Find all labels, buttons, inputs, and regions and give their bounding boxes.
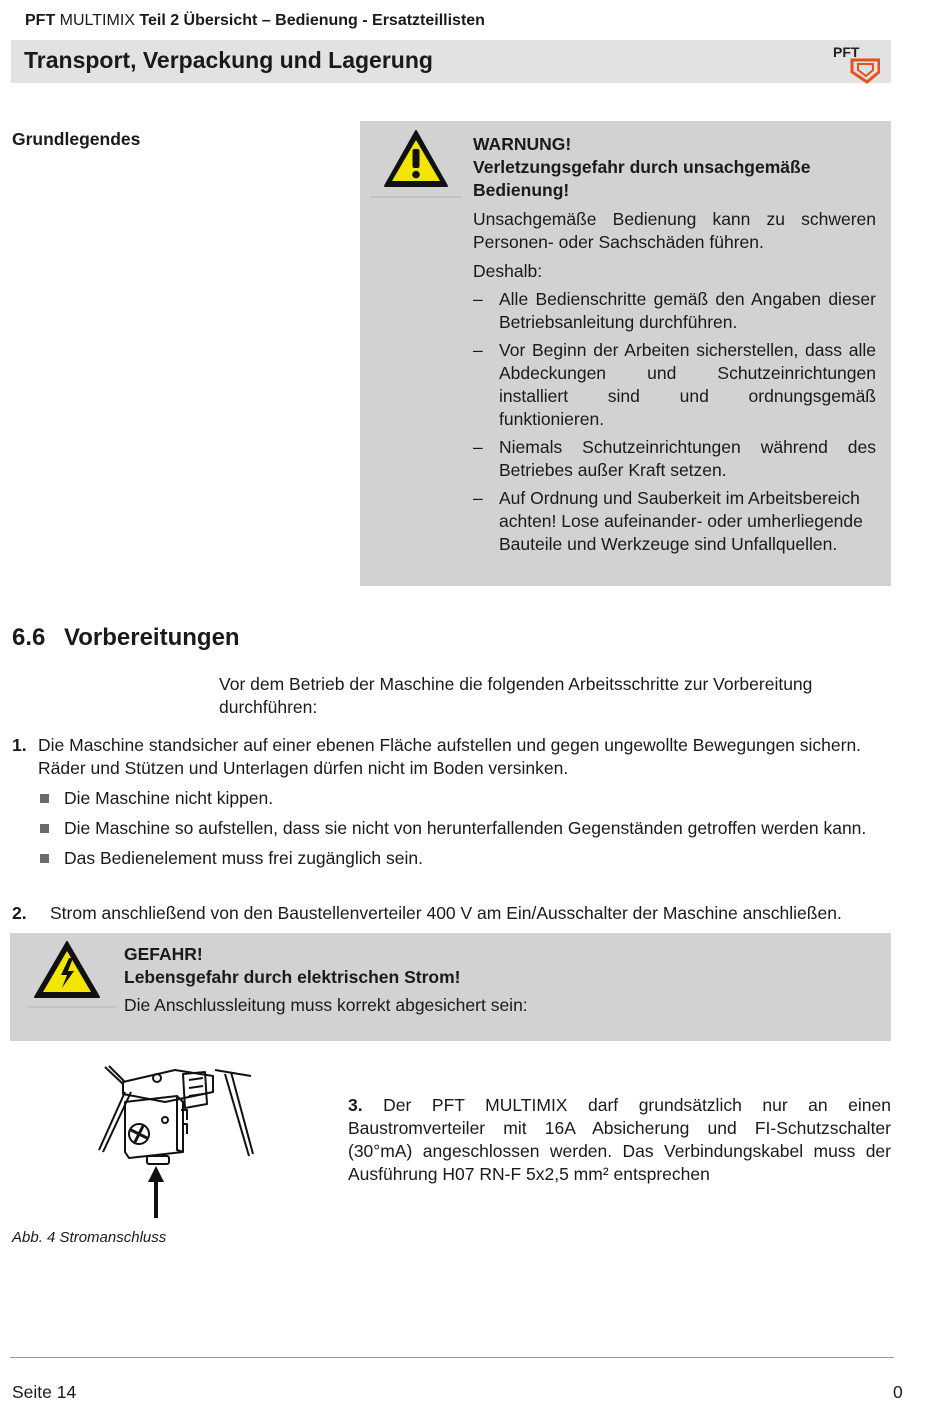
high-voltage-icon [33,940,101,1000]
danger-content [124,943,864,1017]
danger-text: Die Anschlussleitung muss korrekt abgesichert sein: [124,995,528,1015]
page-title: Transport, Verpackung und Lagerung [24,47,433,73]
square-bullet-icon [40,854,49,863]
step-text: Strom anschließend von den Baustellenverteiler 400 V am Ein/Ausschalter der Maschine anschließen. [50,903,842,923]
running-header [25,12,485,30]
figure-caption: Abb. 4 Stromanschluss [12,1229,167,1246]
section-heading [12,624,240,652]
side-label-grundlegendes: Grundlegendes [12,129,141,149]
page-number: Seite 14 [12,1382,77,1402]
step-number: 3. [348,1095,363,1115]
warning-heading: WARNUNG! [473,134,572,154]
step-3 [348,1094,891,1186]
step-number: 2. [12,903,27,923]
warning-text: Unsachgemäße Bedienung kann zu schweren Personen- oder Sachschäden führen. [473,209,876,252]
footer-right-text: 0 [893,1382,903,1402]
section-number: 6.6 [12,624,46,651]
warning-deshalb: Deshalb: [473,261,543,281]
step-text: Die Maschine standsicher auf einer ebenen Fläche aufstellen und gegen ungewollte Bewegungen sichern. Räder und Stützen und Unterlagen dürfen nicht im Boden versinken. [38,735,862,778]
step-text: Der PFT MULTIMIX darf grundsätzlich nur an einen Baustromverteiler mit 16A Absicherung und FI-Schutzschalter (30°mA) angeschlossen werden. Das Verbindungskabel muss der Ausführung H07 RN-F 5x2,5 mm² entsprechen [348,1095,891,1184]
logo-text: PFT [833,44,860,60]
header-rest: Teil 2 Übersicht – Bedienung - Ersatzteillisten [139,12,485,29]
square-bullet-icon [40,824,49,833]
warning-icon-divider [370,196,462,198]
bullet-list [40,787,870,877]
step-number: 1. [12,735,27,755]
warning-list-item: – Niemals Schutzeinrichtungen während des Betriebes außer Kraft setzen. [473,437,876,480]
warning-list-item: – Vor Beginn der Arbeiten sicherstellen, dass alle Abdeckungen und Schutzeinrichtungen installiert sind und ordnungsgemäß funktionieren. [473,340,876,429]
header-brand: PFT [25,12,56,29]
danger-heading: GEFAHR! [124,944,203,964]
list-item: Die Maschine so aufstellen, dass sie nicht von herunterfallenden Gegenständen getroffen werden kann. [40,817,870,840]
section-title: Vorbereitungen [64,624,240,651]
step-1 [12,734,862,780]
exclamation-warning-icon [383,129,449,189]
step-2 [12,902,912,925]
square-bullet-icon [40,794,49,803]
pft-logo-icon [832,42,880,84]
danger-subheading: Lebensgefahr durch elektrischen Strom! [124,967,461,987]
section-intro: Vor dem Betrieb der Maschine die folgenden Arbeitsschritte zur Vorbereitung durchführen: [219,674,813,717]
warning-content [473,133,876,556]
power-connection-illustration [95,1062,255,1220]
list-item: Die Maschine nicht kippen. [40,787,870,810]
header-product: MULTIMIX [59,12,135,29]
list-item: Das Bedienelement muss frei zugänglich sein. [40,847,870,870]
warning-list-item: – Alle Bedienschritte gemäß den Angaben dieser Betriebsanleitung durchführen. [473,289,876,332]
warning-list-item: – Auf Ordnung und Sauberkeit im Arbeitsbereich achten! Lose aufeinander- oder umherliegende Bauteile und Werkzeuge sind Unfallquellen. [473,488,863,554]
danger-icon-divider [28,1006,116,1008]
footer-divider [10,1357,894,1358]
warning-subheading: Verletzungsgefahr durch unsachgemäße Bedienung! [473,157,811,200]
